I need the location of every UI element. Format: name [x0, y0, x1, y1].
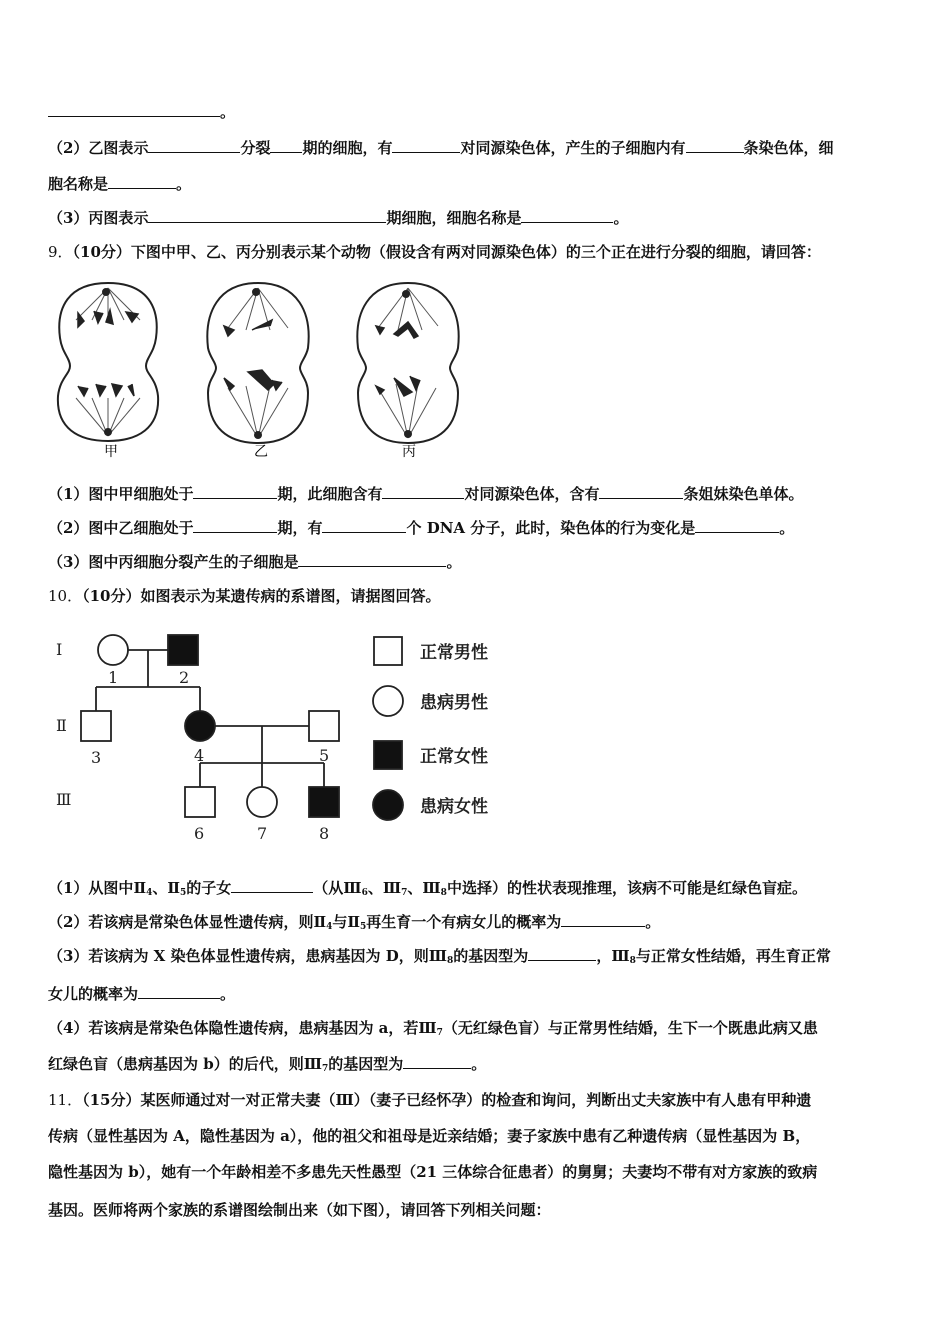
id-2: 2 — [179, 668, 190, 687]
q11-line3: 隐性基因为 b），她有一个年龄相差不多患先天性愚型（21 三体综合征患者）的舅舅；夫妻均不带有对方家族的致病 — [48, 1163, 818, 1181]
cell-label-jia: 甲 — [104, 444, 118, 460]
legend-label-3: 患病女性 — [420, 797, 488, 817]
cell-label-bing: 丙 — [402, 444, 416, 460]
legend-label-1: 患病男性 — [420, 693, 488, 713]
individual-III7 — [247, 787, 277, 817]
individual-II3 — [81, 711, 111, 741]
legend-circle-filled — [373, 790, 403, 820]
id-1: 1 — [108, 668, 119, 687]
q10-part3-cont: 女儿的概率为 。 — [48, 985, 236, 1003]
individual-III8 — [309, 787, 339, 817]
q10-stem: 10．（10分）如图表示为某遗传病的系谱图，请据图回答。 — [48, 587, 441, 605]
id-5: 5 — [319, 746, 330, 765]
individual-II4 — [185, 711, 215, 741]
legend-square-open — [374, 637, 402, 665]
q10-part4-cont: 红绿色盲（患病基因为 b）的后代，则$Ⅲ_7$的基因型为 。 — [48, 1055, 487, 1074]
individual-I2 — [168, 635, 198, 665]
id-8: 8 — [319, 824, 330, 843]
cell-jia — [58, 283, 158, 441]
id-3: 3 — [91, 748, 102, 767]
individual-III6 — [185, 787, 215, 817]
q9-part3: （3）图中丙细胞分裂产生的子细胞是 。 — [48, 553, 462, 571]
id-7: 7 — [257, 824, 268, 843]
q8-part3-line: （3）丙图表示 期细胞，细胞名称是 。 — [48, 209, 629, 227]
cell-bing — [357, 283, 458, 443]
legend-circle-open — [373, 686, 403, 716]
id-4: 4 — [194, 746, 205, 765]
cell-label-yi: 乙 — [254, 444, 268, 460]
blank — [48, 102, 220, 117]
q8-part2-line: （2）乙图表示 分裂 期的细胞，有 对同源染色体，产生的子细胞内有 条染色体，细 — [48, 139, 834, 157]
cell-division-figure — [48, 278, 468, 468]
individual-II5 — [309, 711, 339, 741]
answer-line-top: 。 — [48, 102, 906, 122]
q11-stem: 11．（15分）某医师通过对一对正常夫妻（Ⅲ）（妻子已经怀孕）的检查和询问，判断出丈夫家族中有人患有甲种遗 — [48, 1091, 812, 1109]
generation-label-I: Ⅰ — [56, 640, 63, 659]
individual-I1 — [98, 635, 128, 665]
q10-part3: （3）若该病为 X 染色体显性遗传病，患病基因为 D，则$Ⅲ_8$的基因型为 ，$Ⅲ_8$与正常女性结婚，再生育正常 — [48, 947, 831, 966]
q10-part2: （2）若该病是常染色体显性遗传病，则$Ⅱ_4$与$Ⅱ_5$再生育一个有病女儿的概率为 。 — [48, 913, 661, 932]
legend-label-0: 正常男性 — [420, 643, 488, 663]
legend-square-filled — [374, 741, 402, 769]
q9-part2: （2）图中乙细胞处于 期，有 个 DNA 分子，此时，染色体的行为变化是 。 — [48, 519, 795, 537]
q9-stem: 9．（10分）下图中甲、乙、丙分别表示某个动物（假设含有两对同源染色体）的三个正在进行分裂的细胞，请回答： — [48, 243, 821, 261]
q10-part1: （1）从图中$Ⅱ_4$、$Ⅱ_5$的子女 （从$Ⅲ_6$、$Ⅲ_7$、$Ⅲ_8$中选择）的性状表现推理，该病不可能是红绿色盲症。 — [48, 879, 807, 898]
q9-part1: （1）图中甲细胞处于 期，此细胞含有 对同源染色体，含有 条姐妹染色单体。 — [48, 485, 804, 503]
q8-part2-cont: 胞名称是 。 — [48, 175, 192, 193]
pedigree-chart — [48, 625, 528, 850]
generation-label-II: Ⅱ — [56, 716, 67, 735]
id-6: 6 — [194, 824, 205, 843]
q10-part4: （4）若该病是常染色体隐性遗传病，患病基因为 a，若$Ⅲ_7$（无红绿色盲）与正常男性结婚，生下一个既患此病又患 — [48, 1019, 818, 1038]
cell-yi — [207, 283, 308, 443]
generation-label-III: Ⅲ — [56, 790, 72, 809]
q11-line4: 基因。医师将两个家族的系谱图绘制出来（如下图），请回答下列相关问题： — [48, 1201, 551, 1219]
legend-label-2: 正常女性 — [420, 747, 488, 767]
q11-line2: 传病（显性基因为 A，隐性基因为 a），他的祖父和祖母是近亲结婚；妻子家族中患有乙种遗传病（显性基因为 B， — [48, 1127, 811, 1145]
